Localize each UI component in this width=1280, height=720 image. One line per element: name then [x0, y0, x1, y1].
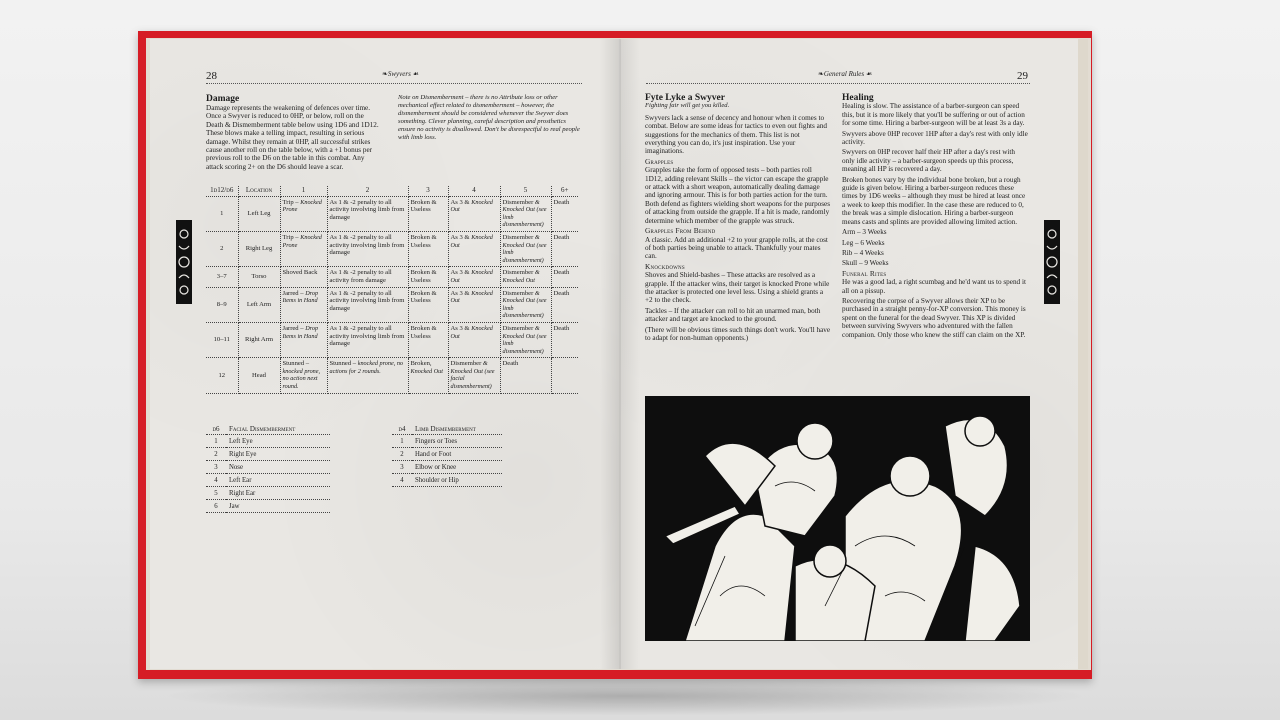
cell-result-1	[280, 196, 327, 231]
table-row	[392, 474, 502, 487]
funeral-title: Funeral Rites	[842, 268, 887, 278]
cell-result-5-italic: & Knocked Out	[502, 269, 540, 284]
facial-title: Facial Dismemberment	[226, 424, 330, 435]
cell-result-4	[448, 196, 500, 231]
roll-cell: 3	[392, 461, 412, 474]
cell-result-4-italic: Knocked Out	[450, 233, 493, 249]
heal-arm: Arm – 3 Weeks	[842, 228, 887, 237]
cell-result-1-text: Jarred –	[282, 324, 304, 332]
cell-result-4	[448, 287, 500, 322]
cell-result-3-text: Broken & Useless	[410, 324, 437, 340]
knockdowns-title: Knockdowns	[645, 261, 685, 271]
cell-result-6	[551, 196, 578, 231]
cell-location	[238, 322, 280, 357]
roll-cell: 6	[206, 500, 226, 513]
cell-result-2-text: As 1 & -2 penalty to all activity involving limb from damage	[329, 233, 405, 257]
cell-result-4-text: As 3 &	[450, 324, 470, 332]
roll-cell: 1	[206, 435, 226, 448]
roll-cell: 3	[206, 461, 226, 474]
running-head-right: ❧ General Rules ☙	[818, 70, 872, 78]
cell-result-6	[551, 231, 578, 266]
cell-result-4-italic: Knocked Out	[450, 289, 493, 305]
table-row	[206, 322, 578, 357]
damage-paragraph: Damage represents the weakening of defences over time. Once a Swyver is reduced to 0HP, or below, roll on the Death & Dismemberment table below using 1D6 and 1D12. These blows make a telling impact, resulting in serious damage. Whilst they remain at 0HP, all successful strikes cause another roll on the table below, with a +1 bonus per previous roll to the D6 on the table in this combat. Any attack scoring 2+ on the D6 should leave a scar.	[206, 104, 379, 171]
result-cell: Left Eye	[226, 435, 330, 448]
behind-title: Grapples From Behind	[645, 226, 716, 236]
cell-result-5-text: Dismember	[502, 198, 534, 206]
table-header-row	[206, 186, 578, 196]
healing-heading: Healing	[842, 93, 874, 103]
cell-result-4-italic: Knocked Out	[450, 324, 493, 340]
cell-result-5-text: Dismember	[502, 289, 534, 297]
cell-location-text: Head	[252, 371, 266, 379]
cell-location	[238, 267, 280, 287]
healing-p4: Broken bones vary by the individual bone broken, but a rough guide is given below. Hiring a barber-surgeon reduces these times by 1D6 weeks – although they must be hired at least once a week to keep this modifier. In the case these are reduced to 0, the break was a simple dislocation. Hiring a barber-surgeon means casts and splints are provided allowing limited action.	[842, 175, 1026, 226]
cell-result-5-text: Dismember	[502, 269, 534, 277]
cell-result-1-text: Trip –	[282, 198, 299, 206]
facial-die: d6	[206, 424, 226, 435]
healing-p2: Swyvers above 0HP recover 1HP after a day's rest with only idle activity.	[842, 129, 1028, 147]
cell-result-6-text: Death	[553, 233, 570, 241]
table-row	[206, 487, 330, 500]
illustration-brawl	[645, 396, 1030, 641]
limb-die: d4	[392, 424, 412, 435]
cell-result-2	[327, 231, 408, 266]
page-number-right: 29	[1017, 70, 1028, 82]
cell-result-4-text: As 3 &	[450, 198, 470, 206]
cell-roll	[206, 231, 238, 266]
cell-location	[238, 231, 280, 266]
result-cell: Fingers or Toes	[412, 435, 502, 448]
col-5: 5	[500, 186, 551, 196]
cell-location-text: Left Arm	[246, 300, 272, 308]
cell-result-5-text: Dismember	[502, 324, 534, 332]
cell-result-4-italic: & Knocked Out (see facial dismemberment)	[450, 360, 495, 391]
cell-result-5	[500, 358, 551, 393]
header-rule-left	[206, 83, 582, 84]
heal-rib: Rib – 4 Weeks	[842, 248, 884, 257]
cell-result-3	[408, 267, 448, 287]
cell-result-1-text: Jarred –	[282, 289, 304, 297]
cell-result-1-italic: Knocked Prone	[282, 233, 322, 249]
cell-location	[238, 358, 280, 393]
damage-heading: Damage	[206, 94, 240, 104]
cell-result-5-text: Dismember	[502, 233, 534, 241]
cell-result-5-italic: & Knocked Out (see limb dismemberment)	[502, 324, 547, 355]
knockdowns-text-1: Shoves and Shield-bashes – These attacks are resolved as a grapple. If the attacker wins, their target is knocked Prone while the attacker is protected one level less. Using a shield grants a +2 to the check.	[645, 271, 830, 305]
cell-location-text: Right Leg	[245, 245, 273, 253]
result-cell: Shoulder or Hip	[412, 474, 502, 487]
page-number-left: 28	[206, 70, 217, 82]
cell-result-4-italic: Knocked Out	[450, 198, 493, 214]
grapples-title: Grapples	[645, 156, 674, 166]
table-row	[206, 474, 330, 487]
cell-location-text: Left Leg	[247, 209, 271, 217]
cell-result-2	[327, 322, 408, 357]
table-row	[392, 435, 502, 448]
table-row	[206, 196, 578, 231]
cell-roll-text: 1	[220, 209, 224, 217]
cell-result-5	[500, 322, 551, 357]
col-roll: 1d12/d6	[206, 186, 238, 196]
col-6: 6+	[551, 186, 578, 196]
cell-result-1	[280, 267, 327, 287]
table-row	[206, 448, 330, 461]
healing-section	[842, 94, 1028, 341]
behind-text: A classic. Add an additional +2 to your grapple rolls, at the cost of both parties being unable to attack. Thankfully your mates can.	[645, 235, 828, 261]
result-cell: Right Ear	[226, 487, 330, 500]
heal-leg: Leg – 6 Weeks	[842, 238, 885, 247]
limb-title: Limb Dismemberment	[412, 424, 502, 435]
cell-result-3-text: Broken & Useless	[410, 289, 437, 305]
result-cell: Hand or Foot	[412, 448, 502, 461]
cell-result-1-text: Stunned –	[282, 360, 310, 368]
death-dismemberment-table	[206, 186, 578, 394]
cell-result-1-text: Shoved Back	[282, 269, 318, 277]
cell-result-3-text: Broken,	[410, 360, 432, 368]
cell-result-5	[500, 267, 551, 287]
cell-result-3	[408, 231, 448, 266]
header-rule-right	[646, 83, 1030, 84]
roll-cell: 5	[206, 487, 226, 500]
table-row	[392, 448, 502, 461]
fyte-heading: Fyte Lyke a Swyver	[645, 93, 725, 103]
cell-result-2-text: Stunned –	[329, 360, 357, 368]
cell-result-3-text: Broken & Useless	[410, 269, 437, 284]
cell-result-5-italic: & Knocked Out (see limb dismemberment)	[502, 198, 547, 229]
cell-result-2-text: As 1 & -2 penalty to all activity involving limb from damage	[329, 324, 405, 348]
cell-result-4	[448, 322, 500, 357]
facial-dismemberment-table	[206, 424, 330, 513]
cell-result-6	[551, 287, 578, 322]
dismemberment-note: Note on Dismemberment – there is no Attribute loss or other mechanical effect related to dismemberment – however, the dismemberment should be considered whenever the Swyver does something. Clever planning, careful description and prosthetics ensure no activity is disallowed. Don't be disrespectful to real people with limb loss.	[398, 94, 580, 141]
cell-result-3	[408, 287, 448, 322]
limb-dismemberment-table	[392, 424, 502, 487]
cell-result-1	[280, 322, 327, 357]
right-page-edges	[1078, 39, 1088, 669]
fyte-subtitle: Fighting fair will get you killed.	[645, 102, 730, 110]
col-4: 4	[448, 186, 500, 196]
book-shadow	[160, 676, 1090, 716]
fyte-intro: Swyvers lack a sense of decency and honour when it comes to combat. Below are some ideas for tactics to even out fights and suggestions for the mechanics of them. This list is not everything you can do, it's just inspiration. Use your imaginations.	[645, 113, 828, 156]
roll-cell: 4	[392, 474, 412, 487]
funeral-text-1: He was a good lad, a right scumbag and he'd want us to spend it all on a pissup.	[842, 278, 1026, 295]
heal-skull: Skull – 9 Weeks	[842, 259, 889, 268]
grapples-text: Grapples take the form of opposed tests – both parties roll 1D12, adding relevant Skills – the victor can escape the grapple or attack with a short weapon, automatically dealing damage and ignoring armour. This is for both parties action for the turn. Both defend as fighters wielding short weapons for the purposes of attacking from outside the grapple. If a hit is made, randomly determine which member of the grapple was struck.	[645, 166, 831, 225]
cell-result-4	[448, 358, 500, 393]
knockdowns-text-2: Tackles – If the attacker can roll to hit an unarmed man, both attacker and target are knocked to the ground.	[645, 306, 821, 324]
cell-roll	[206, 358, 238, 393]
cell-result-4-italic: Knocked Out	[450, 269, 493, 284]
cell-result-3-text: Broken & Useless	[410, 233, 437, 249]
cell-result-6-text: Death	[553, 269, 570, 277]
cell-roll-text: 10–11	[213, 336, 230, 344]
roll-cell: 2	[392, 448, 412, 461]
result-cell: Right Eye	[226, 448, 330, 461]
table-row	[392, 461, 502, 474]
cell-result-5	[500, 287, 551, 322]
cell-location-text: Torso	[251, 273, 267, 281]
cell-result-1-italic: knocked prone, no action next round.	[282, 367, 321, 391]
cell-result-4-text: As 3 &	[450, 269, 470, 277]
cell-result-2-italic: knocked prone, no actions for 2 rounds.	[329, 360, 404, 375]
roll-cell: 2	[206, 448, 226, 461]
cell-roll	[206, 196, 238, 231]
cell-result-1-italic: Drop Items in Hand	[282, 324, 319, 340]
left-page	[150, 39, 620, 669]
cell-result-5	[500, 231, 551, 266]
cell-result-4	[448, 267, 500, 287]
cell-result-1	[280, 287, 327, 322]
table-row	[206, 358, 578, 393]
knockdowns-text-3: (There will be obvious times such things don't work. You'll have to adapt for non-human opponents.)	[645, 325, 831, 342]
cell-location	[238, 196, 280, 231]
cell-result-3	[408, 358, 448, 393]
cell-result-1	[280, 231, 327, 266]
cell-location-text: Right Arm	[244, 336, 274, 344]
cell-roll-text: 2	[220, 245, 224, 253]
cell-result-2-text: As 1 & -2 penalty to all activity involving limb from damage	[329, 289, 405, 312]
result-cell: Nose	[226, 461, 330, 474]
cell-result-5	[500, 196, 551, 231]
damage-section	[206, 94, 382, 171]
ornament-right-icon	[1044, 220, 1060, 304]
roll-cell: 4	[206, 474, 226, 487]
table-row	[206, 435, 330, 448]
table-row	[206, 267, 578, 287]
result-cell: Elbow or Knee	[412, 461, 502, 474]
cell-roll-text: 3–7	[216, 273, 227, 281]
cell-location	[238, 287, 280, 322]
cell-result-3-italic: Knocked Out	[410, 367, 443, 375]
cell-result-6	[551, 358, 578, 393]
table-row	[206, 500, 330, 513]
cell-result-5-italic: & Knocked Out (see limb dismemberment)	[502, 233, 547, 264]
cell-result-1-text: Trip –	[282, 233, 299, 241]
result-cell: Jaw	[226, 500, 330, 513]
cell-result-4	[448, 231, 500, 266]
cell-result-4-text: Dismember	[450, 360, 482, 368]
cell-result-2-text: As 1 & -2 penalty to all activity from damage	[329, 269, 392, 284]
cell-result-5-italic: & Knocked Out (see limb dismemberment)	[502, 289, 547, 320]
cell-result-6-text: Death	[553, 289, 570, 297]
result-cell: Left Ear	[226, 474, 330, 487]
cell-result-3	[408, 196, 448, 231]
cell-result-2	[327, 358, 408, 393]
col-location: Location	[238, 186, 280, 196]
cell-result-6	[551, 322, 578, 357]
col-2: 2	[327, 186, 408, 196]
col-1: 1	[280, 186, 327, 196]
fyte-section	[645, 94, 831, 344]
cell-result-1	[280, 358, 327, 393]
col-3: 3	[408, 186, 448, 196]
cell-result-1-italic: Knocked Prone	[282, 198, 322, 214]
cell-result-1-italic: Drop Items in Hand	[282, 289, 319, 305]
running-head-left: ❧ Swyvers ☙	[382, 70, 419, 78]
ornament-left-icon	[176, 220, 192, 304]
cell-result-6	[551, 267, 578, 287]
table-row	[206, 461, 330, 474]
cell-result-2	[327, 267, 408, 287]
cell-result-5-text: Death	[502, 360, 519, 368]
table-row	[206, 231, 578, 266]
roll-cell: 1	[392, 435, 412, 448]
cell-roll	[206, 287, 238, 322]
cell-result-4-text: As 3 &	[450, 289, 470, 297]
cell-roll	[206, 322, 238, 357]
cell-result-2	[327, 196, 408, 231]
cell-result-6-text: Death	[553, 198, 570, 206]
healing-p3: Swyvers on 0HP recover half their HP after a day's rest with only idle activity – a barber-surgeon speeds up this process, meaning all HP is recovered a day.	[842, 148, 1016, 174]
table-row	[206, 287, 578, 322]
cell-result-3	[408, 322, 448, 357]
cell-roll-text: 8–9	[216, 300, 227, 308]
cell-roll-text: 12	[218, 371, 226, 379]
cell-roll	[206, 267, 238, 287]
funeral-text-2: Recovering the corpse of a Swyver allows their XP to be purchased in a straight penny-for-XP conversion. This money is spent on the funeral for the dead Swyver. This XP is divided between surviving Swyvers who adventured with the fallen companion. Only those who knew the stiff can claim on the XP.	[842, 296, 1026, 339]
cell-result-2	[327, 287, 408, 322]
cell-result-3-text: Broken & Useless	[410, 198, 437, 214]
cell-result-6-text: Death	[553, 324, 570, 332]
cell-result-4-text: As 3 &	[450, 233, 470, 241]
cell-result-2-text: As 1 & -2 penalty to all activity involving limb from damage	[329, 198, 405, 221]
healing-p1: Healing is slow. The assistance of a barber-surgeon can speed this, but it is more likely that you'll be suffering or out of action for some time. Hiring a barber-surgeon will be at least 3s a day.	[842, 102, 1025, 128]
